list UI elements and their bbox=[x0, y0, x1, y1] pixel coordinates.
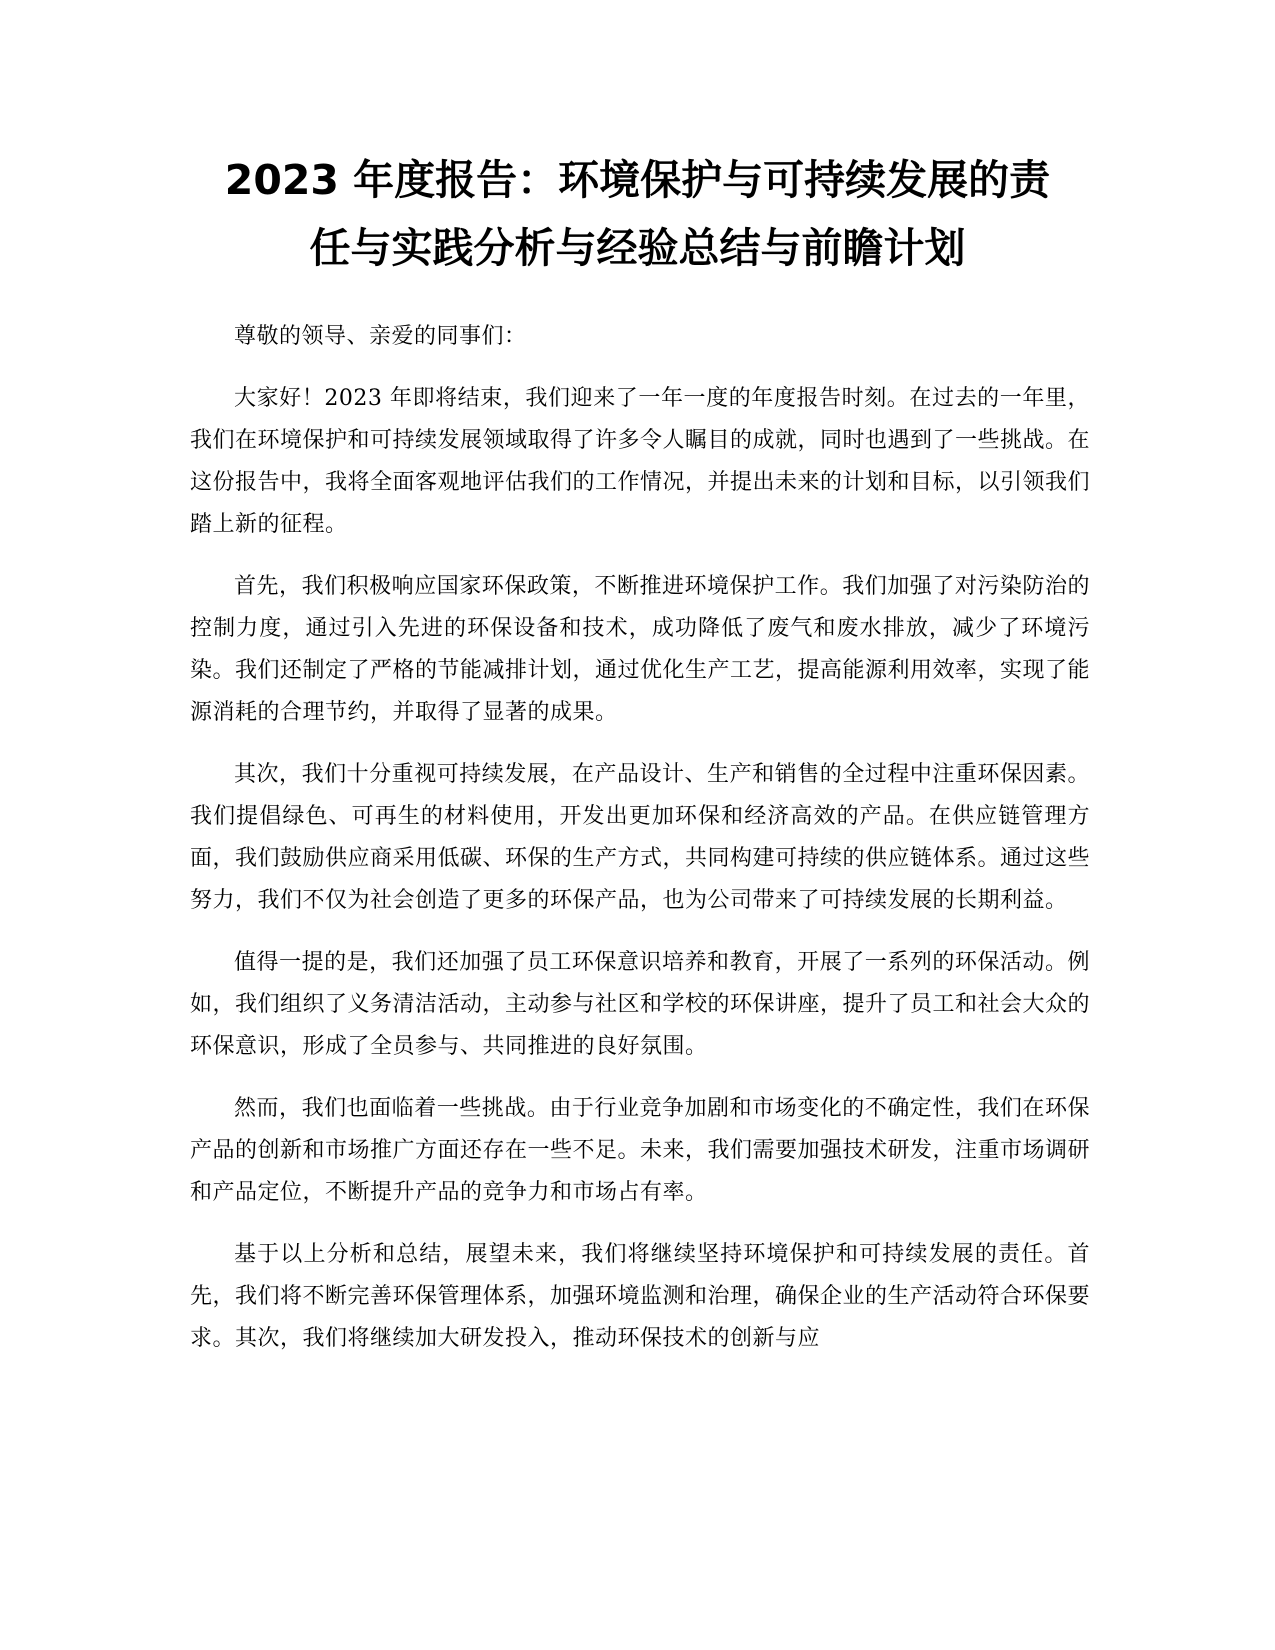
document-body bbox=[190, 316, 1090, 1380]
paragraph-outlook: 基于以上分析和总结，展望未来，我们将继续坚持环境保护和可持续发展的责任。首先，我们将不断完善环保管理体系，加强环境监测和治理，确保企业的生产活动符合环保要求。其次，我们将继续加大研发投入，推动环保技术的创新与应 bbox=[190, 1242, 1091, 1351]
paragraph-sustainability: 其次，我们十分重视可持续发展，在产品设计、生产和销售的全过程中注重环保因素。我们提倡绿色、可再生的材料使用，开发出更加环保和经济高效的产品。在供应链管理方面，我们鼓励供应商采用低碳、环保的生产方式，共同构建可持续的供应链体系。通过这些努力，我们不仅为社会创造了更多的环保产品，也为公司带来了可持续发展的长期利益。 bbox=[190, 762, 1091, 913]
paragraph-environmental-protection: 首先，我们积极响应国家环保政策，不断推进环境保护工作。我们加强了对污染防治的控制力度，通过引入先进的环保设备和技术，成功降低了废气和废水排放，减少了环境污染。我们还制定了严格的节能减排计划，通过优化生产工艺，提高能源利用效率，实现了能源消耗的合理节约，并取得了显著的成果。 bbox=[190, 574, 1091, 725]
title-line-1: 2023 年度报告：环境保护与可持续发展的责 bbox=[224, 156, 1051, 204]
title-line-2: 任与实践分析与经验总结与前瞻计划 bbox=[309, 224, 966, 272]
paragraph-challenges: 然而，我们也面临着一些挑战。由于行业竞争加剧和市场变化的不确定性，我们在环保产品的创新和市场推广方面还存在一些不足。未来，我们需要加强技术研发，注重市场调研和产品定位，不断提升产品的竞争力和市场占有率。 bbox=[190, 1096, 1091, 1205]
greeting: 尊敬的领导、亲爱的同事们： bbox=[234, 324, 527, 349]
paragraph-intro: 大家好！2023 年即将结束，我们迎来了一年一度的年度报告时刻。在过去的一年里，我们在环境保护和可持续发展领域取得了许多令人瞩目的成就，同时也遇到了一些挑战。在这份报告中，我将全面客观地评估我们的工作情况，并提出未来的计划和目标，以引领我们踏上新的征程。 bbox=[190, 386, 1091, 537]
document-title bbox=[150, 146, 1125, 282]
paragraph-employee-awareness: 值得一提的是，我们还加强了员工环保意识培养和教育，开展了一系列的环保活动。例如，我们组织了义务清洁活动，主动参与社区和学校的环保讲座，提升了员工和社会大众的环保意识，形成了全员参与、共同推进的良好氛围。 bbox=[190, 950, 1091, 1059]
